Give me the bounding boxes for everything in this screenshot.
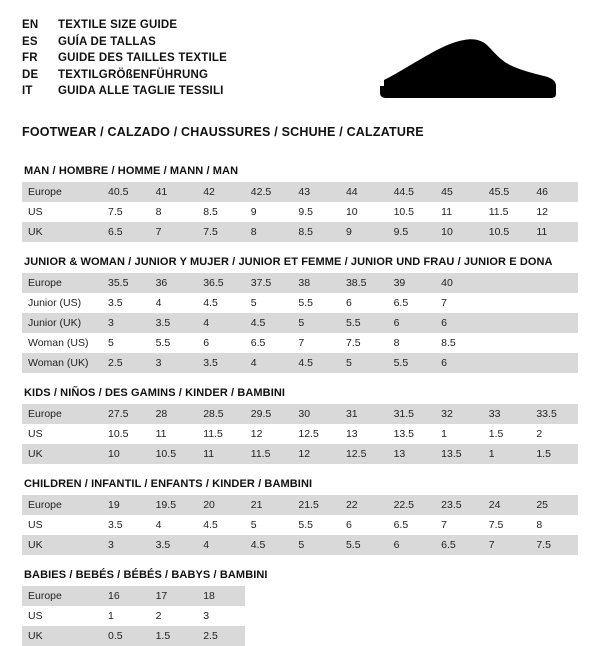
cell: 17 <box>150 586 198 606</box>
table-row <box>22 404 578 424</box>
row-label: Junior (UK) <box>22 313 102 333</box>
cell: 5 <box>245 293 293 313</box>
cell: 33 <box>483 404 531 424</box>
cell: 8 <box>530 515 578 535</box>
language-row <box>22 68 227 85</box>
section-title: BABIES / BEBÉS / BÉBÉS / BABYS / BAMBINI <box>24 569 268 581</box>
cell: 13.5 <box>435 444 483 464</box>
table-row <box>22 182 578 202</box>
category-title: FOOTWEAR / CALZADO / CHAUSSURES / SCHUHE / CALZATURE <box>22 125 424 139</box>
cell: 4.5 <box>197 293 245 313</box>
cell: 2.5 <box>197 626 245 646</box>
row-label: UK <box>22 222 102 242</box>
cell: 16 <box>102 586 150 606</box>
section-man <box>22 165 578 242</box>
language-row <box>22 84 227 101</box>
size-table-babies <box>22 586 578 646</box>
cell-empty <box>245 626 293 646</box>
cell: 31 <box>340 404 388 424</box>
cell: 1.5 <box>530 444 578 464</box>
cell-empty <box>530 626 578 646</box>
row-label: Europe <box>22 404 102 424</box>
cell: 9.5 <box>292 202 340 222</box>
cell: 6 <box>340 515 388 535</box>
cell: 10 <box>435 222 483 242</box>
cell: 10 <box>340 202 388 222</box>
cell: 0.5 <box>102 626 150 646</box>
section-children <box>22 478 578 555</box>
size-table-man <box>22 182 578 242</box>
cell: 4 <box>150 515 198 535</box>
cell: 5.5 <box>388 353 436 373</box>
cell: 2 <box>150 606 198 626</box>
cell: 12.5 <box>340 444 388 464</box>
cell: 13.5 <box>388 424 436 444</box>
cell: 10.5 <box>150 444 198 464</box>
cell: 13 <box>388 444 436 464</box>
cell: 27.5 <box>102 404 150 424</box>
cell-empty <box>245 606 293 626</box>
cell: 11 <box>150 424 198 444</box>
cell: 45.5 <box>483 182 531 202</box>
cell: 18 <box>197 586 245 606</box>
section-kids <box>22 387 578 464</box>
cell: 11 <box>435 202 483 222</box>
cell: 33.5 <box>530 404 578 424</box>
row-label: Woman (UK) <box>22 353 102 373</box>
cell: 44.5 <box>388 182 436 202</box>
cell: 5 <box>245 515 293 535</box>
cell: 19 <box>102 495 150 515</box>
table-row <box>22 606 578 626</box>
cell: 8 <box>245 222 293 242</box>
language-row <box>22 51 227 68</box>
cell-empty <box>340 626 388 646</box>
table-row <box>22 495 578 515</box>
cell: 5 <box>102 333 150 353</box>
section-junior-woman <box>22 256 578 373</box>
cell: 8.5 <box>435 333 483 353</box>
cell: 4 <box>197 313 245 333</box>
cell: 22.5 <box>388 495 436 515</box>
cell: 8 <box>150 202 198 222</box>
cell: 3 <box>150 353 198 373</box>
cell: 28.5 <box>197 404 245 424</box>
cell: 3.5 <box>150 313 198 333</box>
dress-shoe-icon <box>378 34 558 109</box>
language-title-list <box>22 18 227 101</box>
row-label: US <box>22 424 102 444</box>
cell <box>483 293 531 313</box>
cell: 45 <box>435 182 483 202</box>
cell: 35.5 <box>102 273 150 293</box>
table-row <box>22 626 578 646</box>
cell: 39 <box>388 273 436 293</box>
cell <box>530 293 578 313</box>
cell: 2 <box>530 424 578 444</box>
size-sections <box>22 165 578 646</box>
cell: 1.5 <box>483 424 531 444</box>
cell: 12 <box>292 444 340 464</box>
cell-empty <box>340 586 388 606</box>
row-label: UK <box>22 626 102 646</box>
cell-empty <box>530 606 578 626</box>
row-label: Europe <box>22 182 102 202</box>
cell: 11 <box>530 222 578 242</box>
cell: 3 <box>197 606 245 626</box>
cell: 6.5 <box>245 333 293 353</box>
cell: 2.5 <box>102 353 150 373</box>
cell: 3 <box>102 535 150 555</box>
cell: 6.5 <box>388 515 436 535</box>
language-title: TEXTILGRÖßENFÜHRUNG <box>58 68 209 81</box>
cell: 5.5 <box>340 313 388 333</box>
cell: 10.5 <box>102 424 150 444</box>
row-label: UK <box>22 535 102 555</box>
cell <box>483 353 531 373</box>
section-title: CHILDREN / INFANTIL / ENFANTS / KINDER / BAMBINI <box>24 478 313 490</box>
table-row <box>22 444 578 464</box>
row-label: Woman (US) <box>22 333 102 353</box>
cell-empty <box>483 626 531 646</box>
cell: 32 <box>435 404 483 424</box>
cell: 3 <box>102 313 150 333</box>
cell: 4 <box>245 353 293 373</box>
cell: 8.5 <box>197 202 245 222</box>
cell: 6 <box>388 535 436 555</box>
cell: 11.5 <box>483 202 531 222</box>
row-label: Europe <box>22 495 102 515</box>
size-table-children <box>22 495 578 555</box>
cell: 11.5 <box>245 444 293 464</box>
cell: 13 <box>340 424 388 444</box>
cell: 36 <box>150 273 198 293</box>
cell: 7.5 <box>197 222 245 242</box>
cell: 7.5 <box>530 535 578 555</box>
table-row <box>22 424 578 444</box>
cell: 12 <box>245 424 293 444</box>
cell: 5.5 <box>292 515 340 535</box>
cell: 22 <box>340 495 388 515</box>
cell: 24 <box>483 495 531 515</box>
cell: 3.5 <box>150 535 198 555</box>
cell: 40 <box>435 273 483 293</box>
cell <box>530 313 578 333</box>
cell <box>530 273 578 293</box>
cell: 9 <box>245 202 293 222</box>
language-code: IT <box>22 85 33 97</box>
language-title: GUÍA DE TALLAS <box>58 35 156 48</box>
cell: 21 <box>245 495 293 515</box>
cell-empty <box>483 606 531 626</box>
language-code: ES <box>22 35 38 48</box>
cell: 7 <box>435 293 483 313</box>
cell: 7.5 <box>102 202 150 222</box>
cell: 6.5 <box>388 293 436 313</box>
cell: 19.5 <box>150 495 198 515</box>
cell: 25 <box>530 495 578 515</box>
section-title: KIDS / NIÑOS / DES GAMINS / KINDER / BAMBINI <box>24 387 286 399</box>
cell: 31.5 <box>388 404 436 424</box>
table-row <box>22 333 578 353</box>
table-row <box>22 353 578 373</box>
language-code: EN <box>22 19 39 31</box>
cell: 3.5 <box>102 293 150 313</box>
language-title: GUIDA ALLE TAGLIE TESSILI <box>58 85 224 97</box>
cell: 12.5 <box>292 424 340 444</box>
cell: 6.5 <box>102 222 150 242</box>
cell: 11 <box>197 444 245 464</box>
size-table-kids <box>22 404 578 464</box>
cell: 43 <box>292 182 340 202</box>
cell: 29.5 <box>245 404 293 424</box>
cell-empty <box>483 586 531 606</box>
cell-empty <box>435 626 483 646</box>
row-label: US <box>22 202 102 222</box>
language-title: GUIDE DES TAILLES TEXTILE <box>58 52 227 64</box>
cell: 6 <box>340 293 388 313</box>
cell <box>483 273 531 293</box>
cell: 11.5 <box>197 424 245 444</box>
table-row <box>22 515 578 535</box>
table-row <box>22 202 578 222</box>
cell: 4.5 <box>245 313 293 333</box>
cell: 10.5 <box>388 202 436 222</box>
row-label: UK <box>22 444 102 464</box>
cell: 1.5 <box>150 626 198 646</box>
cell: 7 <box>150 222 198 242</box>
cell: 7 <box>292 333 340 353</box>
cell-empty <box>435 586 483 606</box>
language-title: TEXTILE SIZE GUIDE <box>58 19 178 31</box>
language-title-list-body <box>22 18 227 101</box>
cell: 23.5 <box>435 495 483 515</box>
table-row <box>22 313 578 333</box>
language-code: FR <box>22 52 38 64</box>
cell: 40.5 <box>102 182 150 202</box>
size-table-junior-woman <box>22 273 578 373</box>
cell: 41 <box>150 182 198 202</box>
cell-empty <box>388 606 436 626</box>
cell: 5.5 <box>150 333 198 353</box>
cell: 5 <box>340 353 388 373</box>
cell: 3.5 <box>197 353 245 373</box>
cell: 4.5 <box>292 353 340 373</box>
cell: 7.5 <box>340 333 388 353</box>
cell: 38 <box>292 273 340 293</box>
language-row <box>22 35 227 52</box>
cell: 10.5 <box>483 222 531 242</box>
cell: 38.5 <box>340 273 388 293</box>
table-row <box>22 273 578 293</box>
cell: 6 <box>197 333 245 353</box>
cell: 30 <box>292 404 340 424</box>
cell: 5.5 <box>340 535 388 555</box>
row-label: US <box>22 606 102 626</box>
cell: 5 <box>292 535 340 555</box>
cell: 10 <box>102 444 150 464</box>
table-row <box>22 586 578 606</box>
cell-empty <box>388 626 436 646</box>
cell: 3.5 <box>102 515 150 535</box>
cell-empty <box>292 586 340 606</box>
cell: 42 <box>197 182 245 202</box>
cell: 7.5 <box>483 515 531 535</box>
cell: 37.5 <box>245 273 293 293</box>
cell: 4 <box>150 293 198 313</box>
cell <box>530 333 578 353</box>
row-label: Europe <box>22 273 102 293</box>
cell-empty <box>530 586 578 606</box>
table-row <box>22 222 578 242</box>
cell <box>483 313 531 333</box>
language-row <box>22 18 227 35</box>
section-title: MAN / HOMBRE / HOMME / MANN / MAN <box>24 165 239 177</box>
cell-empty <box>292 606 340 626</box>
cell-empty <box>388 586 436 606</box>
cell: 7 <box>435 515 483 535</box>
cell: 4 <box>197 535 245 555</box>
cell: 4.5 <box>197 515 245 535</box>
language-code: DE <box>22 68 39 81</box>
cell: 9 <box>340 222 388 242</box>
cell: 8.5 <box>292 222 340 242</box>
cell: 44 <box>340 182 388 202</box>
cell: 5 <box>292 313 340 333</box>
cell: 7 <box>483 535 531 555</box>
cell: 6.5 <box>435 535 483 555</box>
cell: 8 <box>388 333 436 353</box>
cell: 6 <box>435 313 483 333</box>
cell: 12 <box>530 202 578 222</box>
cell <box>483 333 531 353</box>
row-label: US <box>22 515 102 535</box>
section-title: JUNIOR & WOMAN / JUNIOR Y MUJER / JUNIOR ET FEMME / JUNIOR UND FRAU / JUNIOR E DONA <box>24 256 553 268</box>
table-row <box>22 293 578 313</box>
table-row <box>22 535 578 555</box>
section-babies <box>22 569 578 646</box>
cell-empty <box>340 606 388 626</box>
cell-empty <box>435 606 483 626</box>
cell-empty <box>245 586 293 606</box>
cell: 28 <box>150 404 198 424</box>
row-label: Europe <box>22 586 102 606</box>
cell <box>530 353 578 373</box>
cell: 5.5 <box>292 293 340 313</box>
cell: 6 <box>388 313 436 333</box>
cell: 1 <box>483 444 531 464</box>
cell: 1 <box>435 424 483 444</box>
document-header <box>22 18 578 109</box>
row-label: Junior (US) <box>22 293 102 313</box>
cell: 42.5 <box>245 182 293 202</box>
cell: 20 <box>197 495 245 515</box>
cell: 46 <box>530 182 578 202</box>
cell: 1 <box>102 606 150 626</box>
cell-empty <box>292 626 340 646</box>
cell: 6 <box>435 353 483 373</box>
cell: 4.5 <box>245 535 293 555</box>
cell: 21.5 <box>292 495 340 515</box>
cell: 9.5 <box>388 222 436 242</box>
cell: 36.5 <box>197 273 245 293</box>
